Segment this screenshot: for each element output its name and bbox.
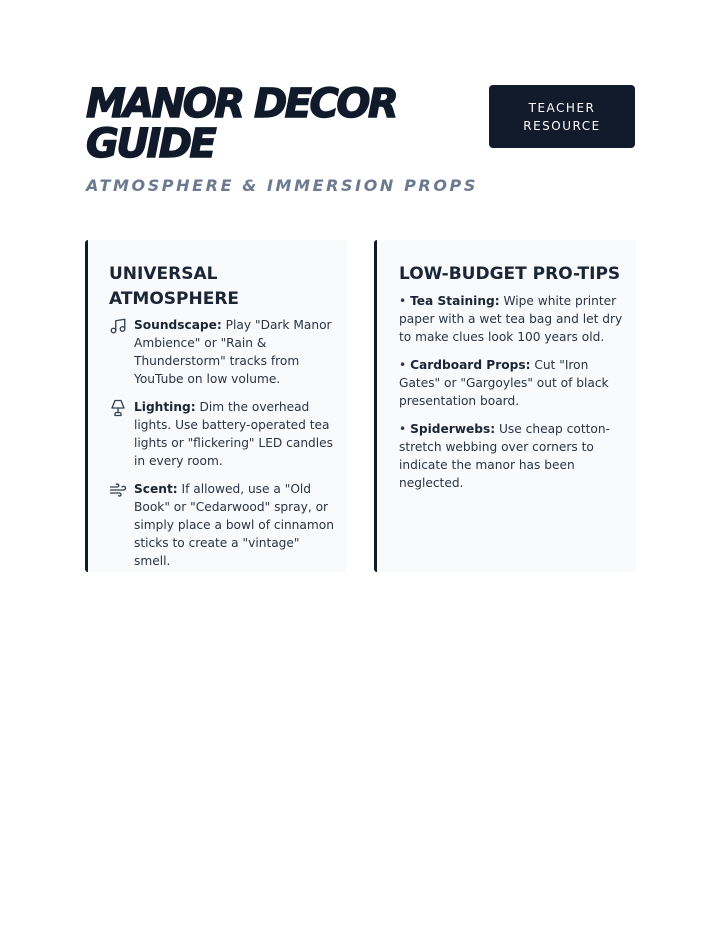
lighting-description: Dim the overhead lights. Use battery-operated tea lights or "flickering" LED candles in every room. bbox=[134, 400, 334, 468]
list-item-soundscape bbox=[109, 316, 337, 388]
cardboard-props-description: Cut "Iron Gates" or "Gargoyles" out of black presentation board. bbox=[399, 358, 609, 408]
lighting-label: Lighting: bbox=[134, 400, 196, 414]
soundscape-text bbox=[134, 316, 337, 388]
bullet: • bbox=[399, 422, 407, 436]
soundscape-label: Soundscape: bbox=[134, 318, 222, 332]
page-title: MANOR DECOR GUIDE bbox=[86, 81, 397, 167]
atmosphere-list bbox=[109, 316, 337, 580]
low-budget-tips-card bbox=[374, 240, 636, 572]
tea-staining-label: Tea Staining: bbox=[410, 294, 500, 308]
badge-line-2: RESOURCE bbox=[523, 118, 601, 133]
cardboard-props-label: Cardboard Props: bbox=[410, 358, 531, 372]
tips-list bbox=[399, 292, 627, 502]
spiderwebs-description: Use cheap cotton-stretch webbing over corners to indicate the manor has been neglected. bbox=[399, 422, 610, 490]
universal-atmosphere-card bbox=[85, 240, 347, 572]
wind-icon bbox=[109, 481, 127, 499]
page-subtitle: ATMOSPHERE & IMMERSION PROPS bbox=[86, 176, 478, 195]
lamp-icon bbox=[109, 399, 127, 417]
badge-line-1: TEACHER bbox=[528, 100, 596, 115]
list-item-tea-staining bbox=[399, 292, 627, 346]
bullet: • bbox=[399, 294, 407, 308]
universal-atmosphere-heading: UNIVERSAL ATMOSPHERE bbox=[109, 264, 240, 309]
tea-staining-description: Wipe white printer paper with a wet tea bag and let dry to make clues look 100 years old. bbox=[399, 294, 623, 344]
low-budget-tips-heading: LOW-BUDGET PRO-TIPS bbox=[399, 264, 621, 284]
list-item-cardboard-props bbox=[399, 356, 627, 410]
soundscape-description: Play "Dark Manor Ambience" or "Rain & Thunderstorm" tracks from YouTube on low volume. bbox=[134, 318, 332, 386]
scent-label: Scent: bbox=[134, 482, 178, 496]
list-item-lighting bbox=[109, 398, 337, 470]
music-note-icon bbox=[109, 317, 127, 335]
list-item-spiderwebs bbox=[399, 420, 627, 492]
scent-text bbox=[134, 480, 337, 570]
bullet: • bbox=[399, 358, 407, 372]
teacher-resource-badge bbox=[489, 85, 635, 148]
lighting-text bbox=[134, 398, 337, 470]
spiderwebs-label: Spiderwebs: bbox=[410, 422, 496, 436]
list-item-scent bbox=[109, 480, 337, 570]
scent-description: If allowed, use a "Old Book" or "Cedarwood" spray, or simply place a bowl of cinnamon sticks to create a "vintage" smell. bbox=[134, 482, 334, 568]
